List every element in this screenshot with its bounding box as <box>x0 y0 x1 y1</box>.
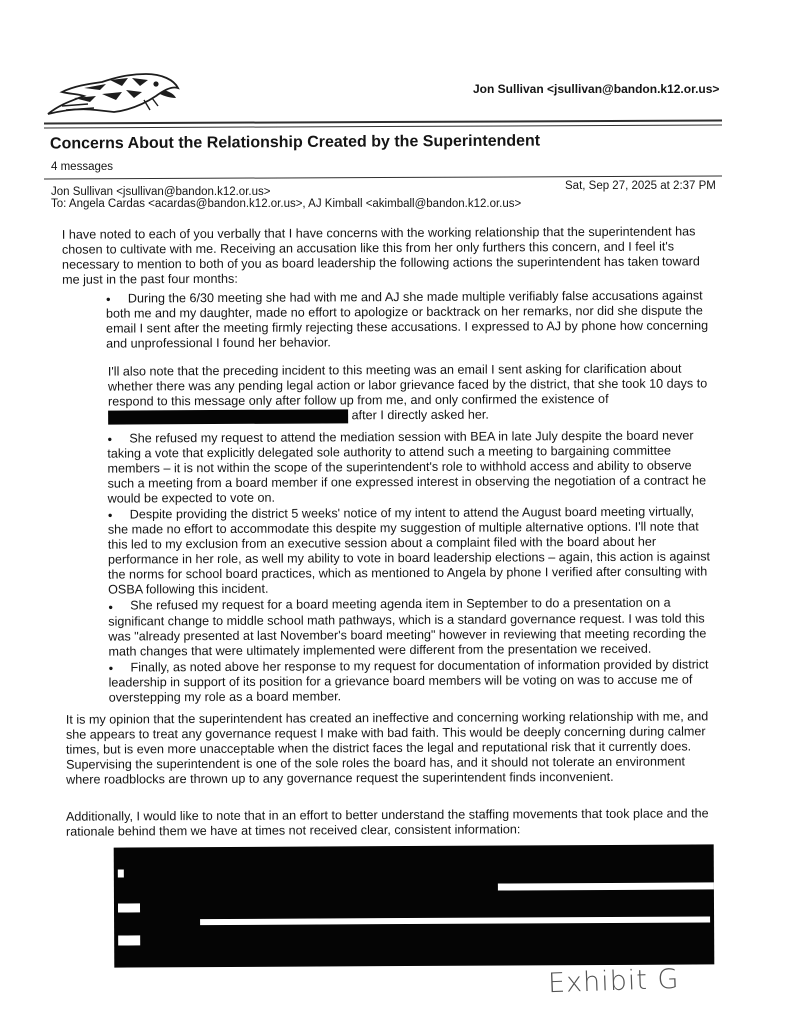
message-recipients: To: Angela Cardas <acardas@bandon.k12.or.us>, AJ Kimball <akimball@bandon.k12.or.us> <box>51 198 522 210</box>
exhibit-label: Exhibit G <box>547 963 680 1000</box>
bullet-grievance <box>108 657 712 705</box>
thread-subject: Concerns About the Relationship Created by the Superintendent <box>49 132 541 153</box>
bullet-text: She refused my request for a board meeting agenda item in September to do a presentation on a significant change to middle school math pathways, which is a standard governance request. I was told this was "already presented at last November's board meeting" however in reviewing that meeting recording the math changes that were ultimately implemented were different from the presentation we received. <box>108 595 707 659</box>
opinion-paragraph: It is my opinion that the superintendent has created an ineffective and concerning working relationship with me, and she appears to treat any governance request I make with bad faith. This would be deeply concerning during calmer times, but is even more unacceptable when the district faces the legal and reputational risk that it currently does. Supervising the superintendent is one of the sole roles the board has, and it should not tolerate an environment where roadblocks are thrown up to any governance request the superintendent finds inconvenient. <box>65 709 709 787</box>
bullet-dot: ● <box>105 294 111 304</box>
legal-action-paragraph <box>108 361 712 424</box>
header-divider-thin <box>44 125 722 129</box>
redaction-gap <box>200 916 710 925</box>
bullet-august-meeting <box>108 505 712 598</box>
bullet-dot: ● <box>108 663 114 673</box>
subject-divider <box>44 176 722 180</box>
bullet-text: She refused my request to attend the mediation session with BEA in late July despite the board never taking a vote that explicitly delegated sole authority to attend such a meeting to bargaining committee members – it is not within the scope of the superintendent's role to withhold access and ability to observe such a meeting from a board member if one expressed interest in observing the negotiation of a contract he would be expected to vote on. <box>107 428 707 506</box>
redaction-gap <box>498 882 714 890</box>
redaction-bar <box>108 409 348 424</box>
tiger-mascot-logo <box>44 70 182 120</box>
redaction-gap <box>118 935 140 945</box>
bullet-dot: ● <box>108 602 114 612</box>
intro-paragraph: I have noted to each of you verbally that I have concerns with the working relationship that the superintendent has chosen to cultivate with me. Receiving an accusation like this from her only furthers this concern, and I feel it's necessary to mention to both of you as board leadership the following actions the superintendent has taken toward me just in the past four months: <box>61 224 700 287</box>
header-sender: Jon Sullivan <jsullivan@bandon.k12.or.us> <box>473 82 720 96</box>
bullet-dot: ● <box>107 510 113 520</box>
bullet-dot: ● <box>107 434 113 444</box>
legal-action-text-end: after I directly asked her. <box>351 407 489 423</box>
bullet-text: Despite providing the district 5 weeks' notice of my intent to attend the August board meeting virtually, she made no effort to accommodate this despite my suggestion of multiple alternative options. I'll note that this led to my exclusion from an executive session about a complaint filed with the board about her performance in her role, as well my ability to vote in board leadership elections – again, this action is against the norms for school board practices, which as mentioned to Angela by phone I verified after consulting with OSBA following this incident. <box>107 504 711 597</box>
redacted-block <box>114 844 715 967</box>
message-count: 4 messages <box>51 161 114 173</box>
bullet-text: Finally, as noted above her response to my request for documentation of information provided by district leadership in support of its position for a grievance board members will be voting on was to accuse me of overstepping my role as a board member. <box>108 656 709 705</box>
bullet-list <box>107 428 712 706</box>
redaction-gap <box>118 870 124 878</box>
legal-action-text: I'll also note that the preceding incident to this meeting was an email I sent asking for clarification about whether there was any pending legal action or labor grievance faced by the district, that she took 10 days to respond to this message only after follow up from me, and only confirmed the existence of <box>107 361 708 409</box>
message-sender: Jon Sullivan <jsullivan@bandon.k12.or.us> <box>51 186 271 198</box>
message-date: Sat, Sep 27, 2025 at 2:37 PM <box>565 180 716 192</box>
bullet-text: During the 6/30 meeting she had with me and AJ she made multiple verifiably false accusations against both me and my daughter, made no effort to apologize or backtrack on her remarks, nor did she dispute the email I sent after the meeting firmly rejecting these accusations. I expressed to AJ by phone how concerning and unprofessional I found her behavior. <box>105 288 709 351</box>
bullet-math-pathways <box>108 596 712 659</box>
header-divider <box>44 120 722 125</box>
staffing-paragraph: Additionally, I would like to note that in an effort to better understand the staffing movements that took place and the rationale behind them we have at times not received clear, consistent information: <box>65 806 709 839</box>
redaction-gap <box>118 903 140 912</box>
bullet-630-meeting <box>106 288 714 351</box>
bullet-mediation <box>107 428 711 506</box>
